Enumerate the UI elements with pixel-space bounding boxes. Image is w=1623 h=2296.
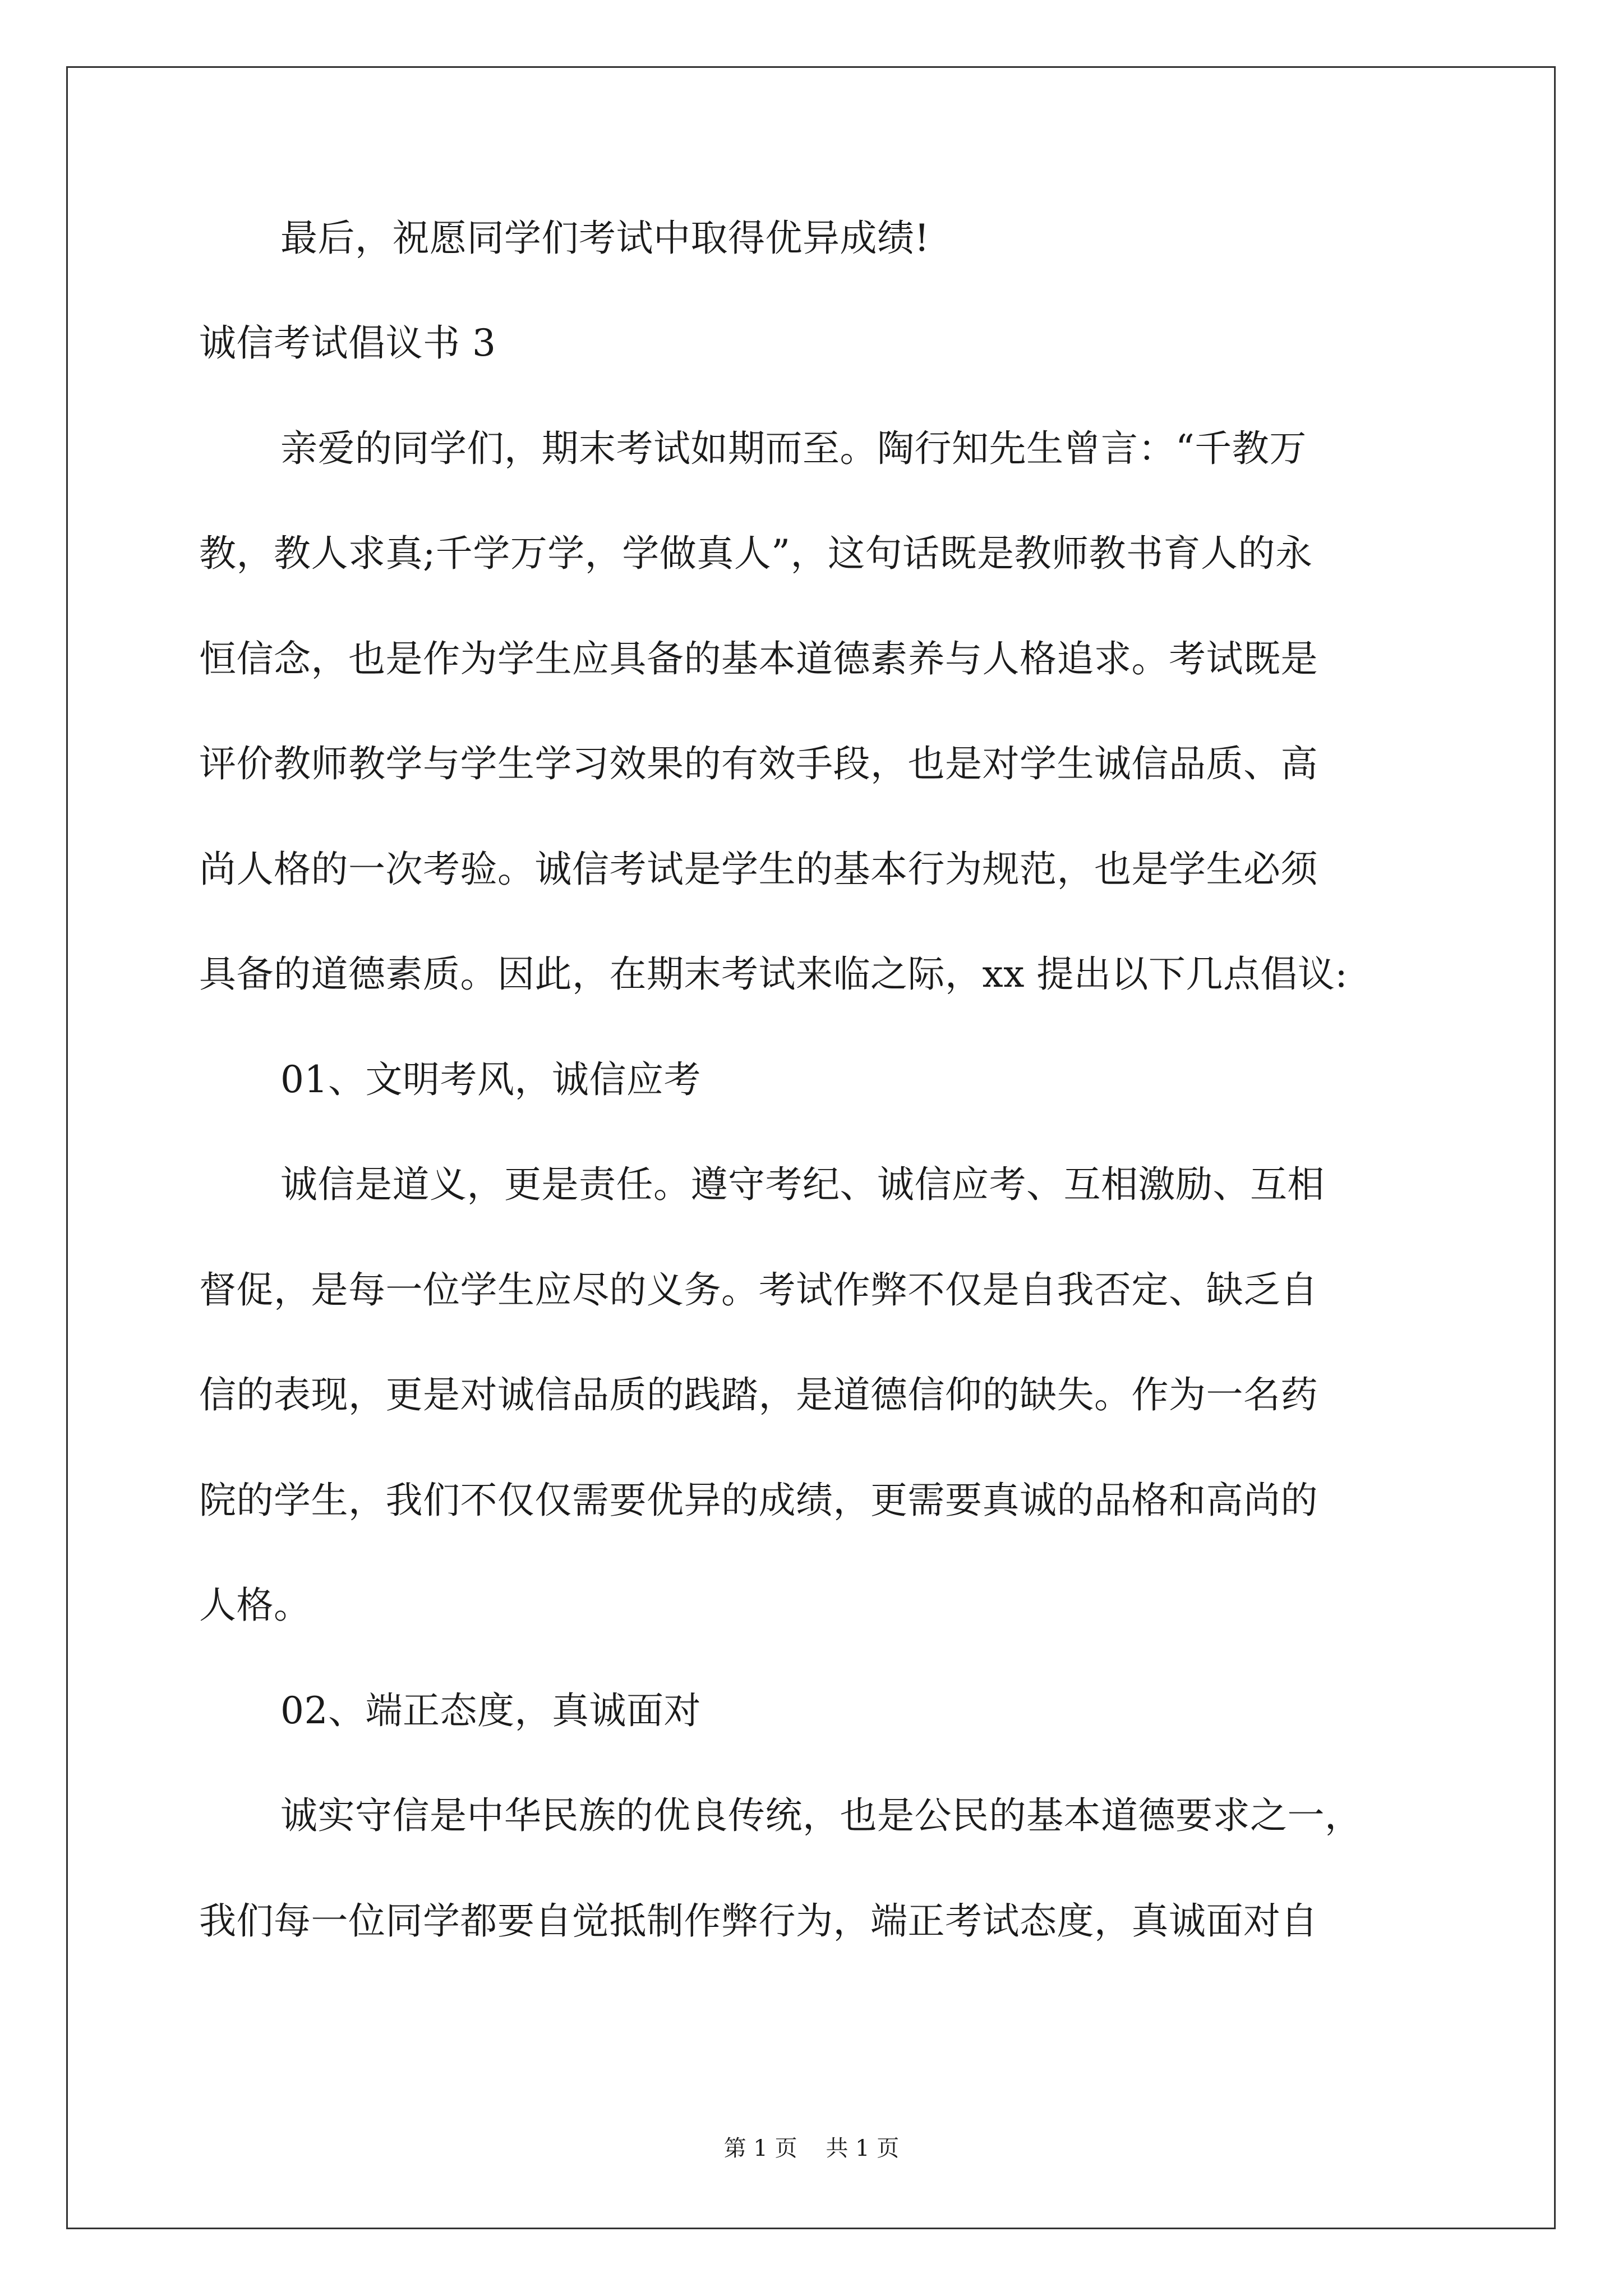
paragraph-line: 我们每一位同学都要自觉抵制作弊行为，端正考试态度，真诚面对自 bbox=[199, 1899, 1318, 1943]
paragraph-line: 恒信念，也是作为学生应具备的基本道德素养与人格追求。考试既是 bbox=[199, 637, 1318, 680]
paragraph-line: 督促，是每一位学生应尽的义务。考试作弊不仅是自我否定、缺乏自 bbox=[199, 1268, 1318, 1312]
paragraph-line: 诚实守信是中华民族的优良传统，也是公民的基本道德要求之一， bbox=[280, 1794, 1362, 1837]
paragraph-line: 院的学生，我们不仅仅需要优异的成绩，更需要真诚的品格和高尚的 bbox=[199, 1479, 1318, 1522]
subheading: 01、文明考风，诚信应考 bbox=[280, 1058, 701, 1101]
paragraph-line: 信的表现，更是对诚信品质的践踏，是道德信仰的缺失。作为一名药 bbox=[199, 1373, 1318, 1416]
paragraph-line: 诚信是道义，更是责任。遵守考纪、诚信应考、互相激励、互相 bbox=[280, 1163, 1325, 1206]
paragraph-line: 教，教人求真;千学万学，学做真人”，这句话既是教师教书育人的永 bbox=[199, 532, 1313, 575]
closing-line: 最后，祝愿同学们考试中取得优异成绩! bbox=[280, 217, 930, 260]
paragraph-line: 人格。 bbox=[199, 1584, 311, 1627]
paragraph-line: 具备的道德素质。因此，在期末考试来临之际，xx 提出以下几点倡议: bbox=[199, 953, 1348, 996]
page-footer: 第 1 页 共 1 页 bbox=[723, 2136, 900, 2161]
paragraph-line: 评价教师教学与学生学习效果的有效手段，也是对学生诚信品质、高 bbox=[199, 742, 1318, 785]
paragraph-line: 尚人格的一次考验。诚信考试是学生的基本行为规范，也是学生必须 bbox=[199, 848, 1318, 891]
subheading: 02、端正态度，真诚面对 bbox=[280, 1689, 701, 1732]
section-title: 诚信考试倡议书 3 bbox=[199, 321, 496, 365]
paragraph-line: 亲爱的同学们，期末考试如期而至。陶行知先生曾言：“千教万 bbox=[280, 427, 1307, 470]
